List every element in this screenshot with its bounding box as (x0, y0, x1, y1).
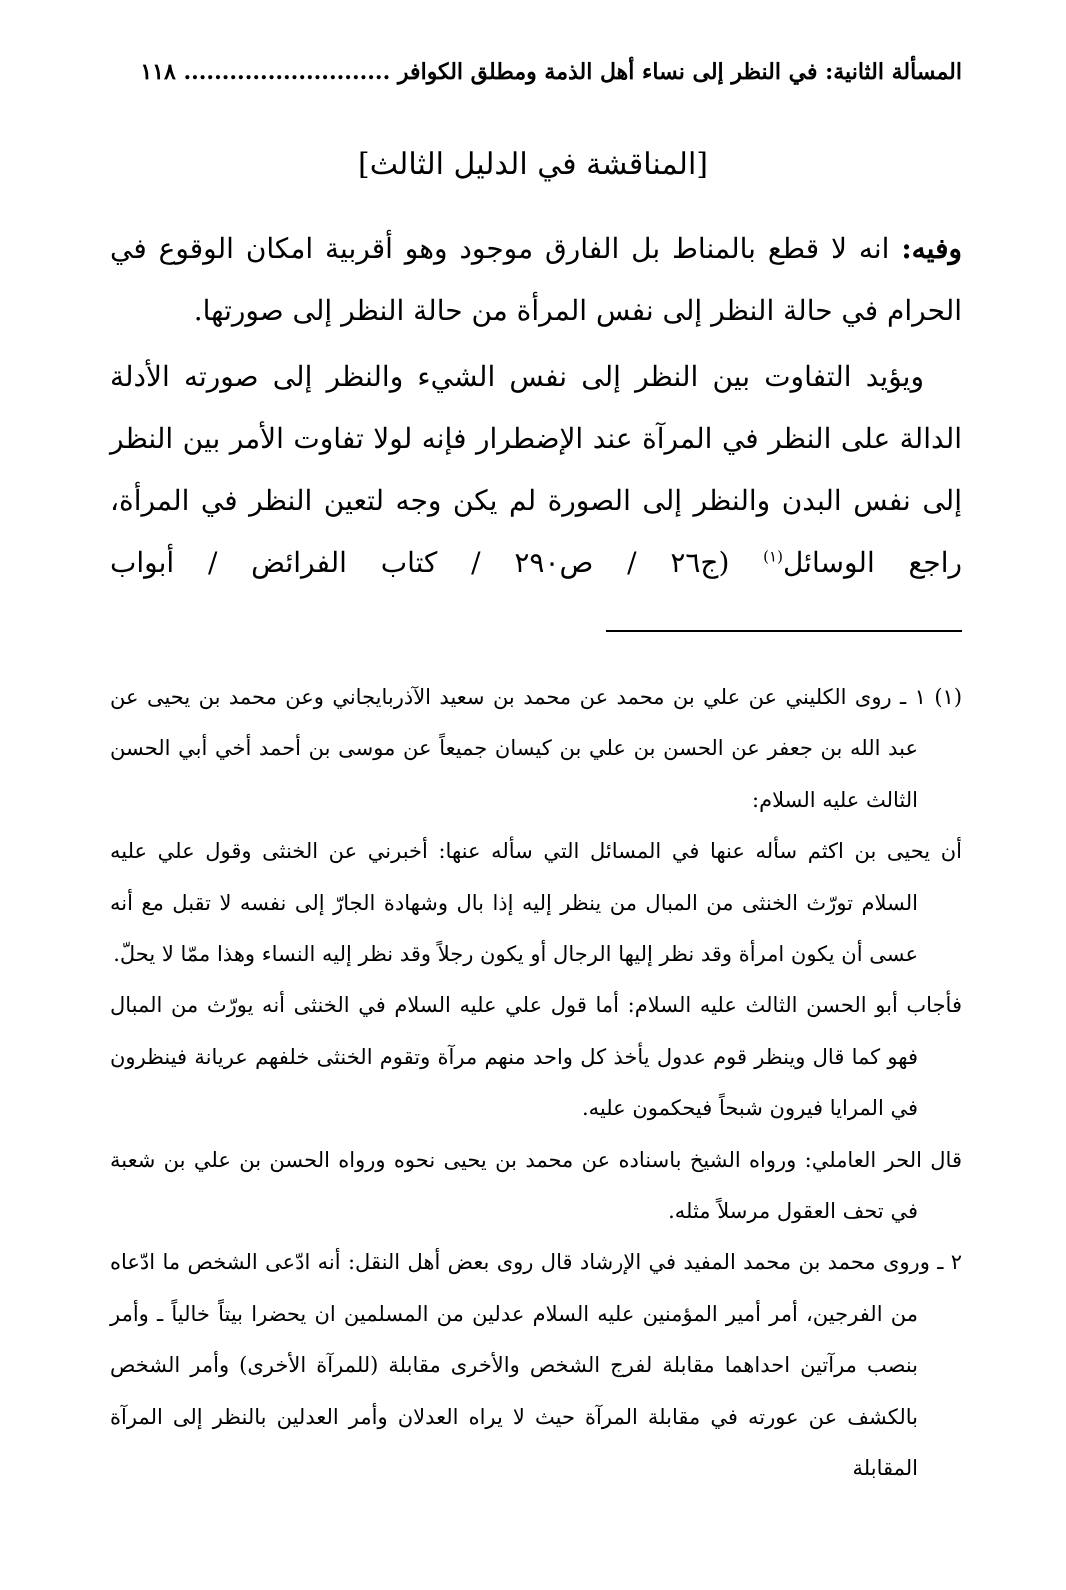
running-head-title: المسألة الثانية: في النظر إلى نساء أهل الذمة ومطلق الكوافر (397, 59, 962, 85)
main-text (110, 218, 962, 594)
paragraph-support (110, 346, 962, 594)
footnote-reference[interactable]: (١) (763, 547, 783, 566)
footnotes (110, 672, 962, 1495)
running-head-leader-dots: ........................... (183, 59, 391, 85)
footnote-entry: أن يحيى بن اكثم سأله عنها في المسائل التي سأله عنها: أخبرني عن الخنثى وقول علي عليه السلام تورّث الخنثى من المبال من ينظر إليه إذا بال وشهادة الجارّ إلى نفسه لا تقبل مع أنه عسى أن يكون امرأة وقد نظر إليها الرجال أو يكون رجلاً وقد نظر إليه النساء وهذا ممّا لا يحلّ. (110, 839, 962, 967)
footnote-entry: فأجاب أبو الحسن الثالث عليه السلام: أما قول علي عليه السلام في الخنثى أنه يورّث من المبال فهو كما قال وينظر قوم عدول يأخذ كل واحد منهم مرآة وتقوم الخنثى خلفهم عريانة فينظرون في المرايا فيرون شبحاً فيحكمون عليه. (110, 993, 962, 1121)
paragraph-tail: (ج٢٦ / ص٢٩٠ / كتاب الفرائض / أبواب (110, 546, 764, 579)
footnote-entry: (١) ١ ـ روى الكليني عن علي بن محمد عن محمد بن سعيد الآذربايجاني وعن محمد بن يحيى عن عبد الله بن جعفر عن الحسن بن علي بن كيسان جميعاً عن موسى بن أحمد أخي أبي الحسن الثالث عليه السلام: (110, 685, 963, 812)
footnote-entry: ٢ ـ وروى محمد بن محمد المفيد في الإرشاد قال روى بعض أهل النقل: أنه ادّعى الشخص ما ادّعاه من الفرجين، أمر أمير المؤمنين عليه السلام عدلين من المسلمين ان يحضرا بيتاً خالياً ـ وأمر بنصب مرآتين احداهما مقابلة لفرج الشخص والأخرى مقابلة (للمرآة الأخرى) وأمر الشخص بالكشف عن عورته في مقابلة المرآة حيث لا يراه العدلان وأمر العدلين بالنظر إلى المرآة المقابلة (110, 1250, 962, 1481)
paragraph-text: ويؤيد التفاوت بين النظر إلى نفس الشيء والنظر إلى صورته الأدلة الدالة على النظر في المرآة عند الإضطرار فإنه لولا تفاوت الأمر بين النظر إلى نفس البدن والنظر إلى الصورة لم يكن وجه لتعين النظر في المرأة، راجع الوسائل (110, 360, 962, 579)
paragraph-label: وفيه: (901, 232, 963, 265)
page-number: ١١٨ (140, 59, 176, 85)
paragraph-refutation (110, 218, 962, 342)
footnote-separator (606, 630, 962, 632)
running-head (110, 52, 962, 92)
footnote-entry: قال الحر العاملي: ورواه الشيخ باسناده عن محمد بن يحيى نحوه ورواه الحسن بن علي بن شعبة في تحف العقول مرسلاً مثله. (110, 1147, 962, 1224)
section-title: [المناقشة في الدليل الثالث] (358, 147, 708, 182)
paragraph-text: انه لا قطع بالمناط بل الفارق موجود وهو أقربية امكان الوقوع في الحرام في حالة النظر إلى نفس المرأة من حالة النظر إلى صورتها. (110, 232, 962, 327)
